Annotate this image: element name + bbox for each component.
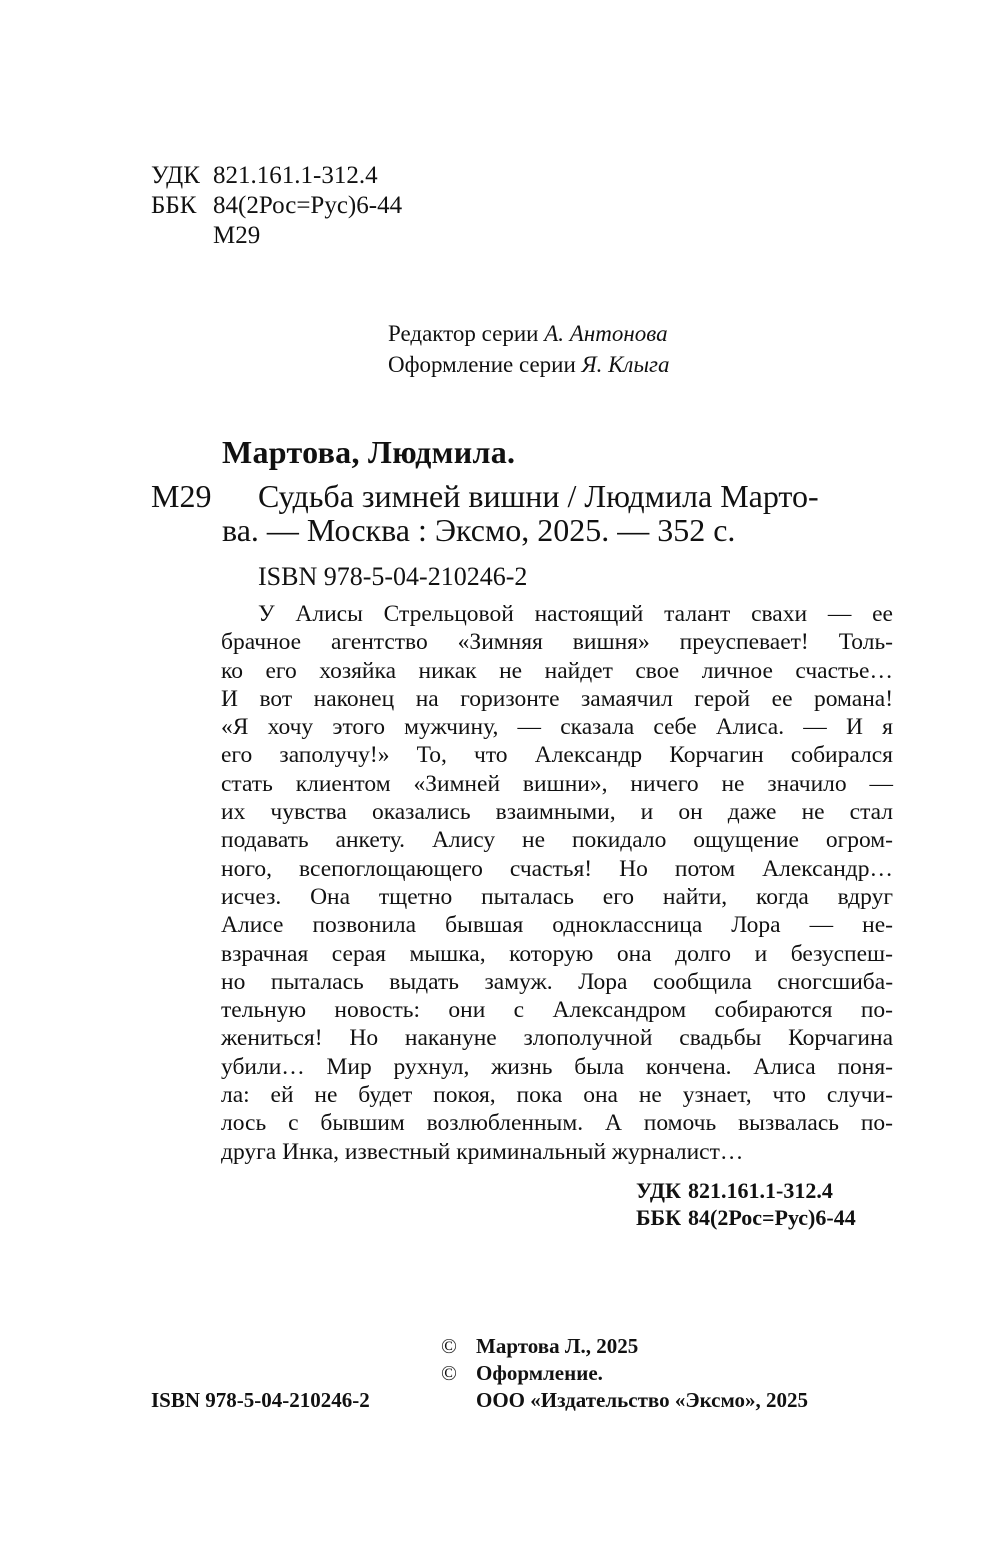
copyright-block — [441, 1333, 808, 1414]
udk-row-bottom — [636, 1177, 856, 1204]
author-code: М29 — [213, 222, 261, 249]
copyright-author-line — [441, 1333, 808, 1360]
annotation-line: И вот наконец на горизонте замаячил герой ее романа! — [221, 685, 894, 712]
annotation-line: их чувства оказались взаимными, и он даже не стал — [221, 799, 894, 826]
udk-label-bottom: УДК — [636, 1178, 682, 1203]
footer-isbn: ISBN 978-5-04-210246-2 — [151, 1388, 370, 1412]
series-credits — [388, 318, 670, 380]
copyright-symbol: © — [441, 1361, 457, 1385]
copyright-design-line — [441, 1360, 808, 1387]
publisher: ООО «Издательство «Эксмо», 2025 — [476, 1388, 809, 1412]
editor-label: Редактор серии — [388, 321, 539, 346]
classification-top — [151, 161, 402, 251]
copyright-symbol: © — [441, 1334, 457, 1358]
bbk-row — [151, 191, 402, 221]
catalog-isbn: ISBN 978-5-04-210246-2 — [258, 562, 528, 591]
design-line — [388, 349, 670, 380]
publisher-line — [441, 1387, 808, 1414]
catalog-title-line-2: ва. — Москва : Эксмо, 2025. — 352 с. — [222, 512, 736, 548]
annotation-line: убили… Мир рухнул, жизнь была кончена. Алиса поня- — [221, 1053, 893, 1080]
annotation — [221, 600, 893, 1166]
bbk-label: ББК — [151, 192, 197, 219]
editor-line — [388, 318, 670, 349]
annotation-line: друга Инка, известный криминальный журналист… — [221, 1138, 744, 1165]
annotation-line: подавать анкету. Алису не покидало ощущение огром- — [221, 827, 894, 854]
annotation-line: тельную новость: они с Александром собираются по- — [221, 997, 893, 1024]
design-name: Я. Клыга — [581, 352, 670, 377]
bbk-value: 84(2Рос=Рус)6-44 — [213, 192, 403, 219]
udk-row — [151, 161, 402, 191]
bbk-value-bottom: 84(2Рос=Рус)6-44 — [688, 1205, 856, 1230]
copyright-design: Оформление. — [476, 1361, 603, 1385]
classification-bottom — [636, 1177, 856, 1231]
annotation-line: исчез. Она тщетно пыталась его найти, когда вдруг — [221, 883, 893, 910]
catalog-title-line-1: Судьба зимней вишни / Людмила Марто- — [258, 478, 819, 514]
annotation-line: «Я хочу этого мужчину, — сказала себе Алиса. — И я — [221, 714, 893, 741]
copyright-author: Мартова Л., 2025 — [476, 1334, 639, 1358]
udk-value: 821.161.1-312.4 — [213, 162, 378, 189]
annotation-line: ко его хозяйка никак не найдет свое личное счастье… — [221, 657, 893, 684]
annotation-line: ла: ей не будет покоя, пока она не узнает, что случи- — [221, 1082, 893, 1109]
catalog-code: М29 — [151, 478, 212, 514]
annotation-line: У Алисы Стрельцовой настоящий талант свахи — ее — [258, 601, 893, 627]
udk-value-bottom: 821.161.1-312.4 — [688, 1178, 833, 1203]
bbk-row-bottom — [636, 1204, 856, 1231]
annotation-line: жениться! Но накануне злополучной свадьбы Корчагина — [221, 1025, 894, 1052]
annotation-line: его заполучу!» То, что Александр Корчагин собирался — [221, 742, 893, 769]
udk-label: УДК — [151, 162, 200, 189]
editor-name: А. Антонова — [544, 321, 668, 346]
annotation-line: брачное агентство «Зимняя вишня» преуспевает! Толь- — [221, 629, 894, 656]
annotation-line: стать клиентом «Зимней вишни», ничего не значило — — [221, 770, 894, 797]
annotation-line: взрачная серая мышка, которую она долго и безуспеш- — [221, 940, 893, 967]
author-code-row — [151, 221, 402, 251]
catalog-author: Мартова, Людмила. — [222, 434, 516, 470]
design-label: Оформление серии — [388, 352, 576, 377]
annotation-line: но пыталась выдать замуж. Лора сообщила сногсшиба- — [221, 968, 894, 995]
bbk-label-bottom: ББК — [636, 1205, 682, 1230]
annotation-line: Алисе позвонила бывшая одноклассница Лора — не- — [221, 912, 893, 939]
annotation-line: лось с бывшим возлюбленным. А помочь вызвалась по- — [221, 1110, 893, 1137]
annotation-line: ного, всепоглощающего счастья! Но потом Александр… — [221, 855, 894, 882]
